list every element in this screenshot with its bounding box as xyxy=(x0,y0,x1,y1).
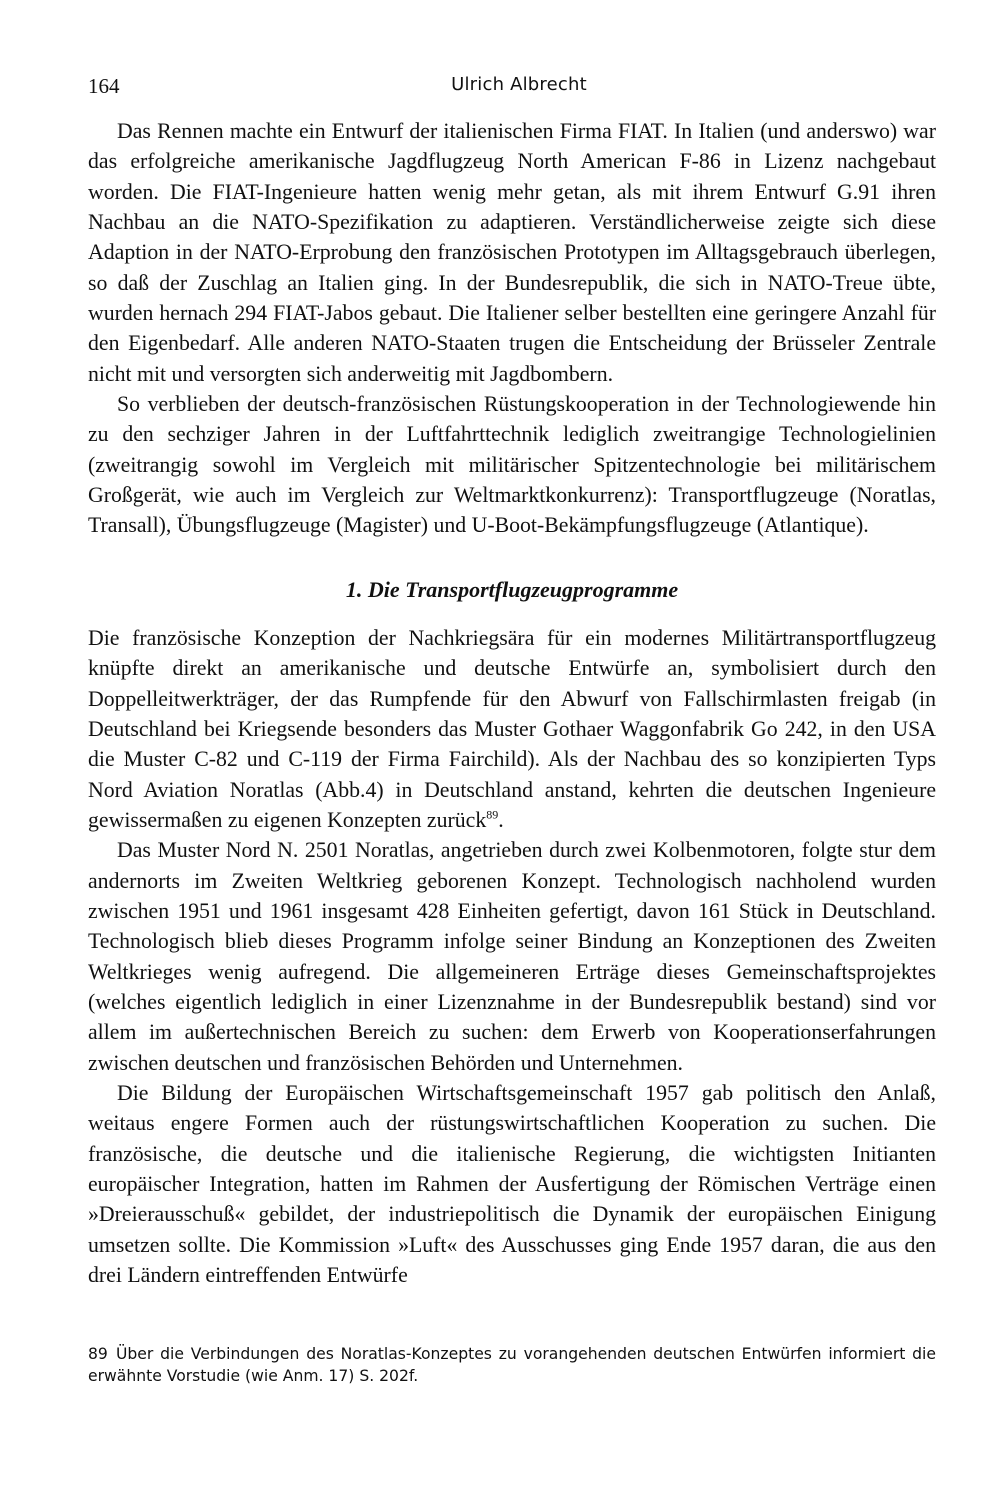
running-head xyxy=(88,74,936,104)
page-number: 164 xyxy=(88,74,120,98)
running-author: Ulrich Albrecht xyxy=(451,74,587,95)
footnote-reference[interactable]: 89 xyxy=(486,807,499,822)
section-heading xyxy=(88,575,936,605)
paragraph-konzeption-end: . xyxy=(498,807,504,832)
footnote xyxy=(88,1343,936,1387)
paragraph-ewg: Die Bildung der Europäischen Wirtschaftsgemeinschaft 1957 gab politisch den Anlaß, weitaus engere Formen auch der rüstungswirtschaftlichen Kooperation zu suchen. Die französische, die deutsche und die italienische Regierung, die wichtigsten Initianten europäischer Integration, hatten im Rahmen der Ausfertigung der Römischen Verträge einen »Dreierausschuß« gebildet, der industriepolitisch die Dynamik der europäischen Einigung umsetzen sollte. Die Kommission »Luft« des Ausschusses ging Ende 1957 daran, die aus den drei Ländern eintreffenden Entwürfe xyxy=(88,1080,936,1288)
body-text xyxy=(88,116,936,1290)
paragraph-konzeption-text: Die französische Konzeption der Nachkriegsära für ein modernes Militärtransportflugzeug knüpfte direkt an amerikanische und deutsche Entwürfe an, symbolisiert durch den Doppelleitwerkträger, der das Rumpfende für den Abwurf von Fallschirmlasten freigab (in Deutschland bei Kriegsende besonders das Muster Gothaer Waggonfabrik Go 242, in den USA die Muster C-82 und C-119 der Firma Fairchild). Als der Nachbau des so konzipierten Typs Nord Aviation Noratlas (Abb.4) in Deutschland anstand, kehrten die deutschen Ingenieure gewissermaßen zu eigenen Konzepten zurück xyxy=(88,625,936,832)
footnote-number: 89 xyxy=(88,1345,108,1363)
footnote-text: Über die Verbindungen des Noratlas-Konzeptes zu vorangehenden deutschen Entwürfen informiert die erwähnte Vorstudie (wie Anm. 17) S. 202f. xyxy=(88,1345,936,1385)
paragraph-fiat: Das Rennen machte ein Entwurf der italienischen Firma FIAT. In Italien (und anderswo) war das erfolgreiche amerikanische Jagdflugzeug North American F-86 in Lizenz nachgebaut worden. Die FIAT-Ingenieure hatten wenig mehr getan, als mit ihrem Entwurf G.91 ihren Nachbau an die NATO-Spezifikation zu adaptieren. Verständlicherweise zeigte sich diese Adaption in der NATO-Erprobung den französischen Prototypen im Alltagsgebrauch überlegen, so daß der Zuschlag an Italien ging. In der Bundesrepublik, die sich in NATO-Treue übte, wurden hernach 294 FIAT-Jabos gebaut. Die Italiener selber bestellten eine geringere Anzahl für den Eigenbedarf. Alle anderen NATO-Staaten trugen die Entscheidung der Brüsseler Zentrale nicht mit und versorgten sich anderweitig mit Jagdbombern. xyxy=(88,119,936,386)
section-number: 1. xyxy=(345,576,363,602)
paragraph-technologiewende: So verblieben der deutsch-französischen Rüstungskooperation in der Technologiewende hin zu den sechziger Jahren in der Luftfahrttechnik lediglich zweitrangige Technologielinien (zweitrangig sowohl im Vergleich mit militärischer Spitzentechnologie bei militärischem Großgerät, wie auch im Vergleich zur Weltmarktkonkurrenz): Transportflugzeuge (Noratlas, Transall), Übungsflugzeuge (Magister) und U-Boot-Bekämpfungsflugzeuge (Atlantique). xyxy=(88,392,936,538)
section-title: Die Transportflugzeugprogramme xyxy=(367,576,679,602)
paragraph-noratlas: Das Muster Nord N. 2501 Noratlas, angetrieben durch zwei Kolbenmotoren, folgte stur dem andernorts im Zweiten Weltkrieg geborenen Konzept. Technologisch nachholend wurden zwischen 1951 und 1961 insgesamt 428 Einheiten gefertigt, davon 161 Stück in Deutschland. Technologisch blieb dieses Programm infolge seiner Bindung an Konzeptionen des Zweiten Weltkrieges wenig aufregend. Die allgemeineren Erträge dieses Gemeinschaftsprojektes (welches eigentlich lediglich in einer Lizenznahme in der Bundesrepublik bestand) sind vor allem im außertechnischen Bereich zu suchen: dem Erwerb von Kooperationserfahrungen zwischen deutschen und französischen Behörden und Unternehmen. xyxy=(88,838,936,1075)
paragraph-konzeption xyxy=(88,623,936,835)
